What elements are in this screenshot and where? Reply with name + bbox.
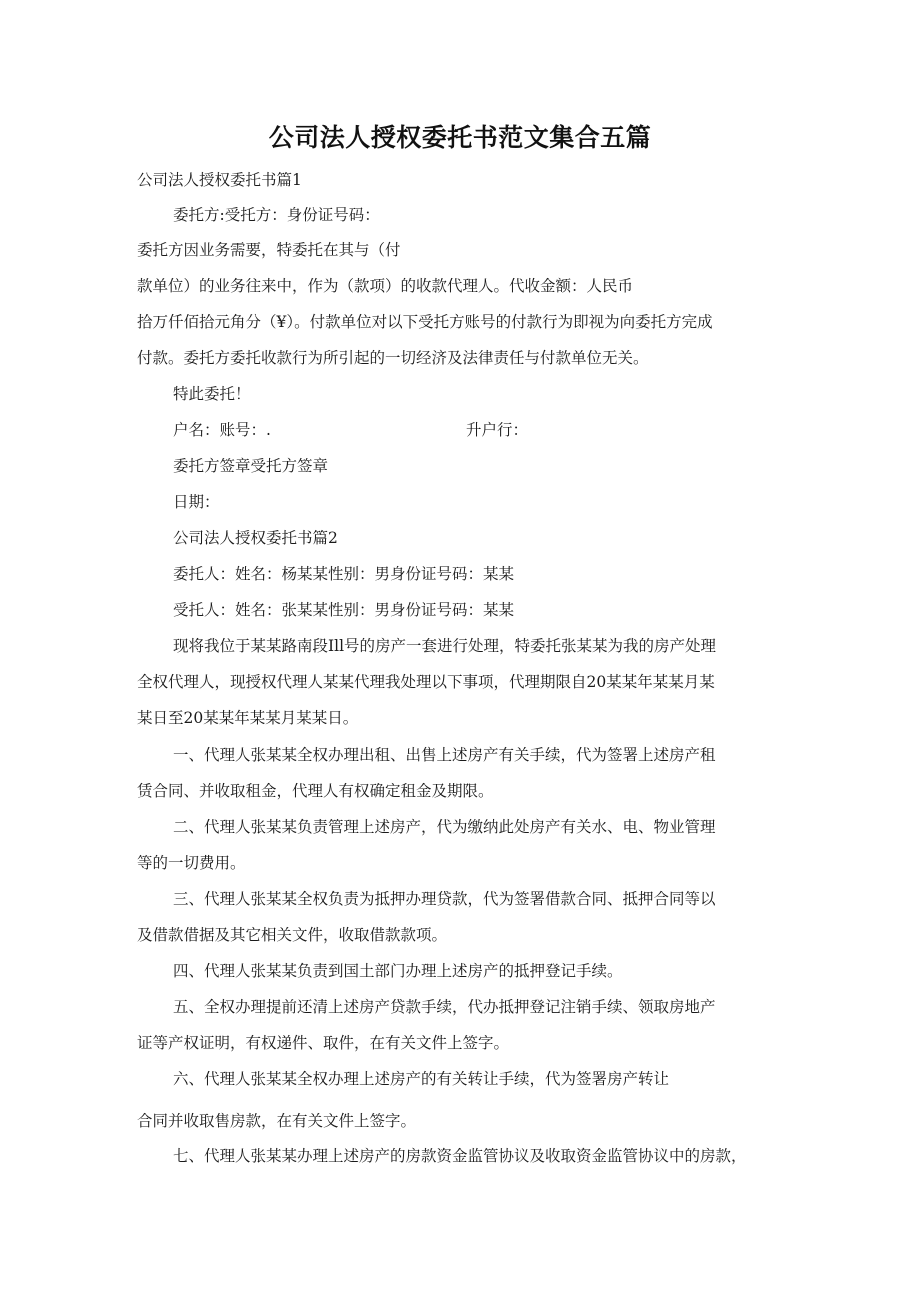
- section-heading-1: 公司法人授权委托书篇1: [137, 171, 302, 189]
- paragraph-line: 特此委托！: [173, 385, 251, 403]
- bank-line: 升户行：: [466, 421, 529, 439]
- account-name-line: 户名：账号：.: [173, 421, 271, 439]
- paragraph-line: 等的一切费用。: [137, 854, 246, 872]
- paragraph-line: 付款。委托方委托收款行为所引起的一切经济及法律责任与付款单位无关。: [137, 349, 649, 367]
- paragraph-line: 证等产权证明，有权递件、取件，在有关文件上签字。: [137, 1034, 510, 1052]
- paragraph-line: 五、全权办理提前还清上述房产贷款手续，代办抵押登记注销手续、领取房地产: [173, 998, 716, 1016]
- paragraph-line: 四、代理人张某某负责到国土部门办理上述房产的抵押登记手续。: [173, 962, 623, 980]
- paragraph-line: 赁合同、并收取租金，代理人有权确定租金及期限。: [137, 782, 494, 800]
- paragraph-line: 七、代理人张某某办理上述房产的房款资金监管协议及收取资金监管协议中的房款，: [173, 1147, 747, 1165]
- paragraph-line: 二、代理人张某某负责管理上述房产，代为缴纳此处房产有关水、电、物业管理: [173, 818, 716, 836]
- paragraph-line: 委托方:受托方：身份证号码：: [173, 206, 380, 224]
- paragraph-line: 受托人：姓名：张某某性别：男身份证号码：某某: [173, 601, 515, 619]
- paragraph-line: 某日至20某某年某某月某某日。: [137, 709, 359, 727]
- paragraph-line: 及借款借据及其它相关文件，收取借款款项。: [137, 926, 448, 944]
- paragraph-line: 委托方因业务需要，特委托在其与（付: [137, 241, 401, 259]
- paragraph-line: 合同并收取售房款，在有关文件上签字。: [137, 1112, 417, 1130]
- paragraph-line: 六、代理人张某某全权办理上述房产的有关转让手续，代为签署房产转让: [173, 1070, 670, 1088]
- document-title: 公司法人授权委托书范文集合五篇: [268, 123, 652, 152]
- section-heading-2: 公司法人授权委托书篇2: [173, 529, 338, 547]
- paragraph-line: 一、代理人张某某全权办理出租、出售上述房产有关手续，代为签署上述房产租: [173, 746, 716, 764]
- date-line: 日期：: [173, 493, 220, 511]
- paragraph-line: 委托人：姓名：杨某某性别：男身份证号码：某某: [173, 565, 515, 583]
- paragraph-line: 现将我位于某某路南段Ill号的房产一套进行处理，特委托张某某为我的房产处理: [173, 637, 717, 655]
- paragraph-line: 三、代理人张某某全权负责为抵押办理贷款，代为签署借款合同、抵押合同等以: [173, 890, 716, 908]
- paragraph-line: 款单位）的业务往来中，作为（款项）的收款代理人。代收金额：人民币: [137, 277, 634, 295]
- signature-line: 委托方签章受托方签章: [173, 457, 329, 475]
- paragraph-line: 全权代理人，现授权代理人某某代理我处理以下事项，代理期限自20某某年某某月某: [137, 673, 715, 691]
- paragraph-line: 拾万仟佰拾元角分（¥）。付款单位对以下受托方账号的付款行为即视为向委托方完成: [137, 313, 713, 331]
